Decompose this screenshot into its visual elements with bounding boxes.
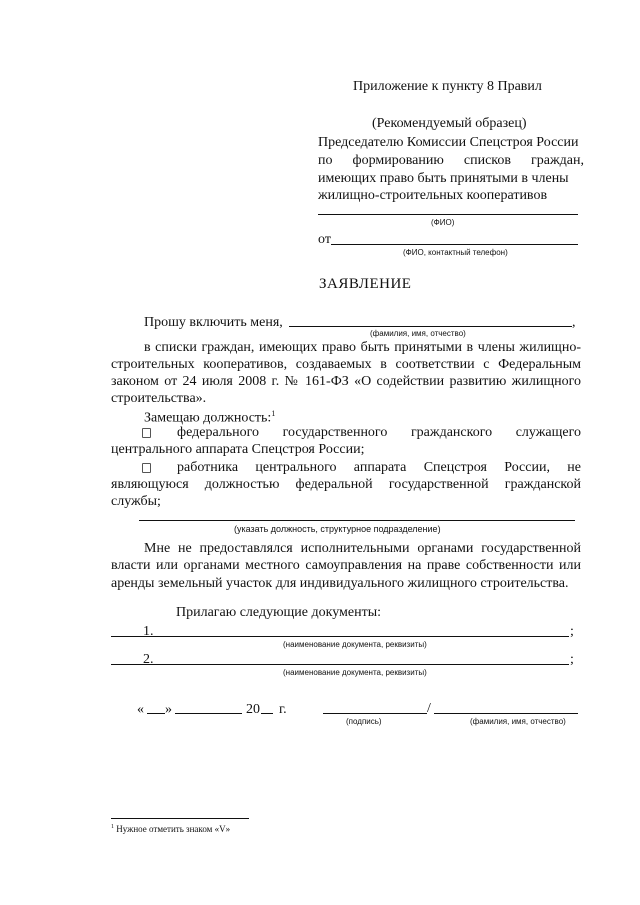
- signature-line: [323, 713, 427, 714]
- from-line: [331, 244, 578, 245]
- addressee-line-3: имеющих право быть принятыми в члены: [318, 171, 569, 186]
- addressee-line-4: жилищно-строительных кооперативов: [318, 188, 548, 203]
- signature-caption: (подпись): [346, 717, 382, 726]
- footnote-mark: 1: [271, 409, 276, 418]
- option2-checkbox[interactable]: [142, 459, 157, 477]
- appendix-note: Приложение к пункту 8 Правил: [353, 79, 542, 94]
- request-name-line: [289, 326, 572, 327]
- option1-checkbox[interactable]: [142, 424, 157, 442]
- footnote: $^1$ Нужное отметить знаком «V»: [111, 824, 231, 834]
- doc1-end: ;: [570, 624, 574, 639]
- para2-line-1: Мне не предоставлялся исполнительными органами государственной: [144, 541, 581, 556]
- position-label: Замещаю должность:$^1$: [144, 409, 276, 426]
- date-close-quote: »: [165, 702, 172, 717]
- checkbox-icon: [142, 428, 151, 438]
- year-suffix: г.: [279, 702, 287, 717]
- request-suffix: ,: [572, 315, 576, 330]
- attach-label: Прилагаю следующие документы:: [176, 605, 382, 620]
- document-title: ЗАЯВЛЕНИЕ: [319, 276, 412, 292]
- from-caption: (ФИО, контактный телефон): [403, 248, 508, 257]
- signature-slash: /: [427, 701, 431, 716]
- date-month-line: [175, 713, 242, 714]
- para1-line-3: законом от 24 июля 2008 г. № 161-ФЗ «О содействии развитию жилищного: [111, 374, 581, 389]
- fio-line: [318, 214, 578, 215]
- date-open-quote: «: [137, 702, 144, 717]
- option1-line-1: федерального государственного гражданского служащего: [177, 425, 581, 440]
- para1-line-1: в списки граждан, имеющих право быть принятыми в члены жилищно-: [144, 340, 581, 355]
- option2-line-2: являющуюся должностью федеральной государственной гражданской: [111, 477, 581, 492]
- date-day-line: [147, 713, 165, 714]
- option1-line-2: центрального аппарата Спецстроя России;: [111, 442, 365, 457]
- doc2-caption: (наименование документа, реквизиты): [283, 668, 427, 677]
- request-prefix: Прошу включить меня,: [144, 315, 283, 330]
- signature-name-line: [434, 713, 578, 714]
- doc2-line: [111, 664, 569, 665]
- from-label: от: [318, 232, 331, 247]
- doc2-number: 2.: [143, 652, 154, 667]
- sample-note: (Рекомендуемый образец): [372, 116, 527, 131]
- para1-line-4: строительства».: [111, 391, 207, 406]
- year-prefix: 20: [246, 702, 260, 717]
- position-line: [139, 520, 575, 521]
- year-line: [261, 713, 273, 714]
- fio-caption: (ФИО): [431, 218, 455, 227]
- para2-line-3: аренды земельный участок для индивидуального жилищного строительства.: [111, 576, 569, 591]
- doc1-number: 1.: [143, 624, 154, 639]
- footnote-divider: [111, 818, 249, 819]
- signature-name-caption: (фамилия, имя, отчество): [470, 717, 566, 726]
- para2-line-2: власти или органами местного самоуправления на праве собственности или: [111, 558, 581, 573]
- option2-line-3: службы;: [111, 494, 161, 509]
- request-caption: (фамилия, имя, отчество): [370, 329, 466, 338]
- position-caption: (указать должность, структурное подразделение): [234, 524, 441, 534]
- addressee-line-2: по формированию списков граждан,: [318, 153, 584, 168]
- option2-line-1: работника центрального аппарата Спецстроя России, не: [177, 460, 581, 475]
- doc1-caption: (наименование документа, реквизиты): [283, 640, 427, 649]
- addressee-line-1: Председателю Комиссии Спецстроя России: [318, 135, 579, 150]
- para1-line-2: строительных кооперативов, создаваемых в соответствии с Федеральным: [111, 357, 581, 372]
- doc1-line: [111, 636, 569, 637]
- doc2-end: ;: [570, 652, 574, 667]
- checkbox-icon: [142, 463, 151, 473]
